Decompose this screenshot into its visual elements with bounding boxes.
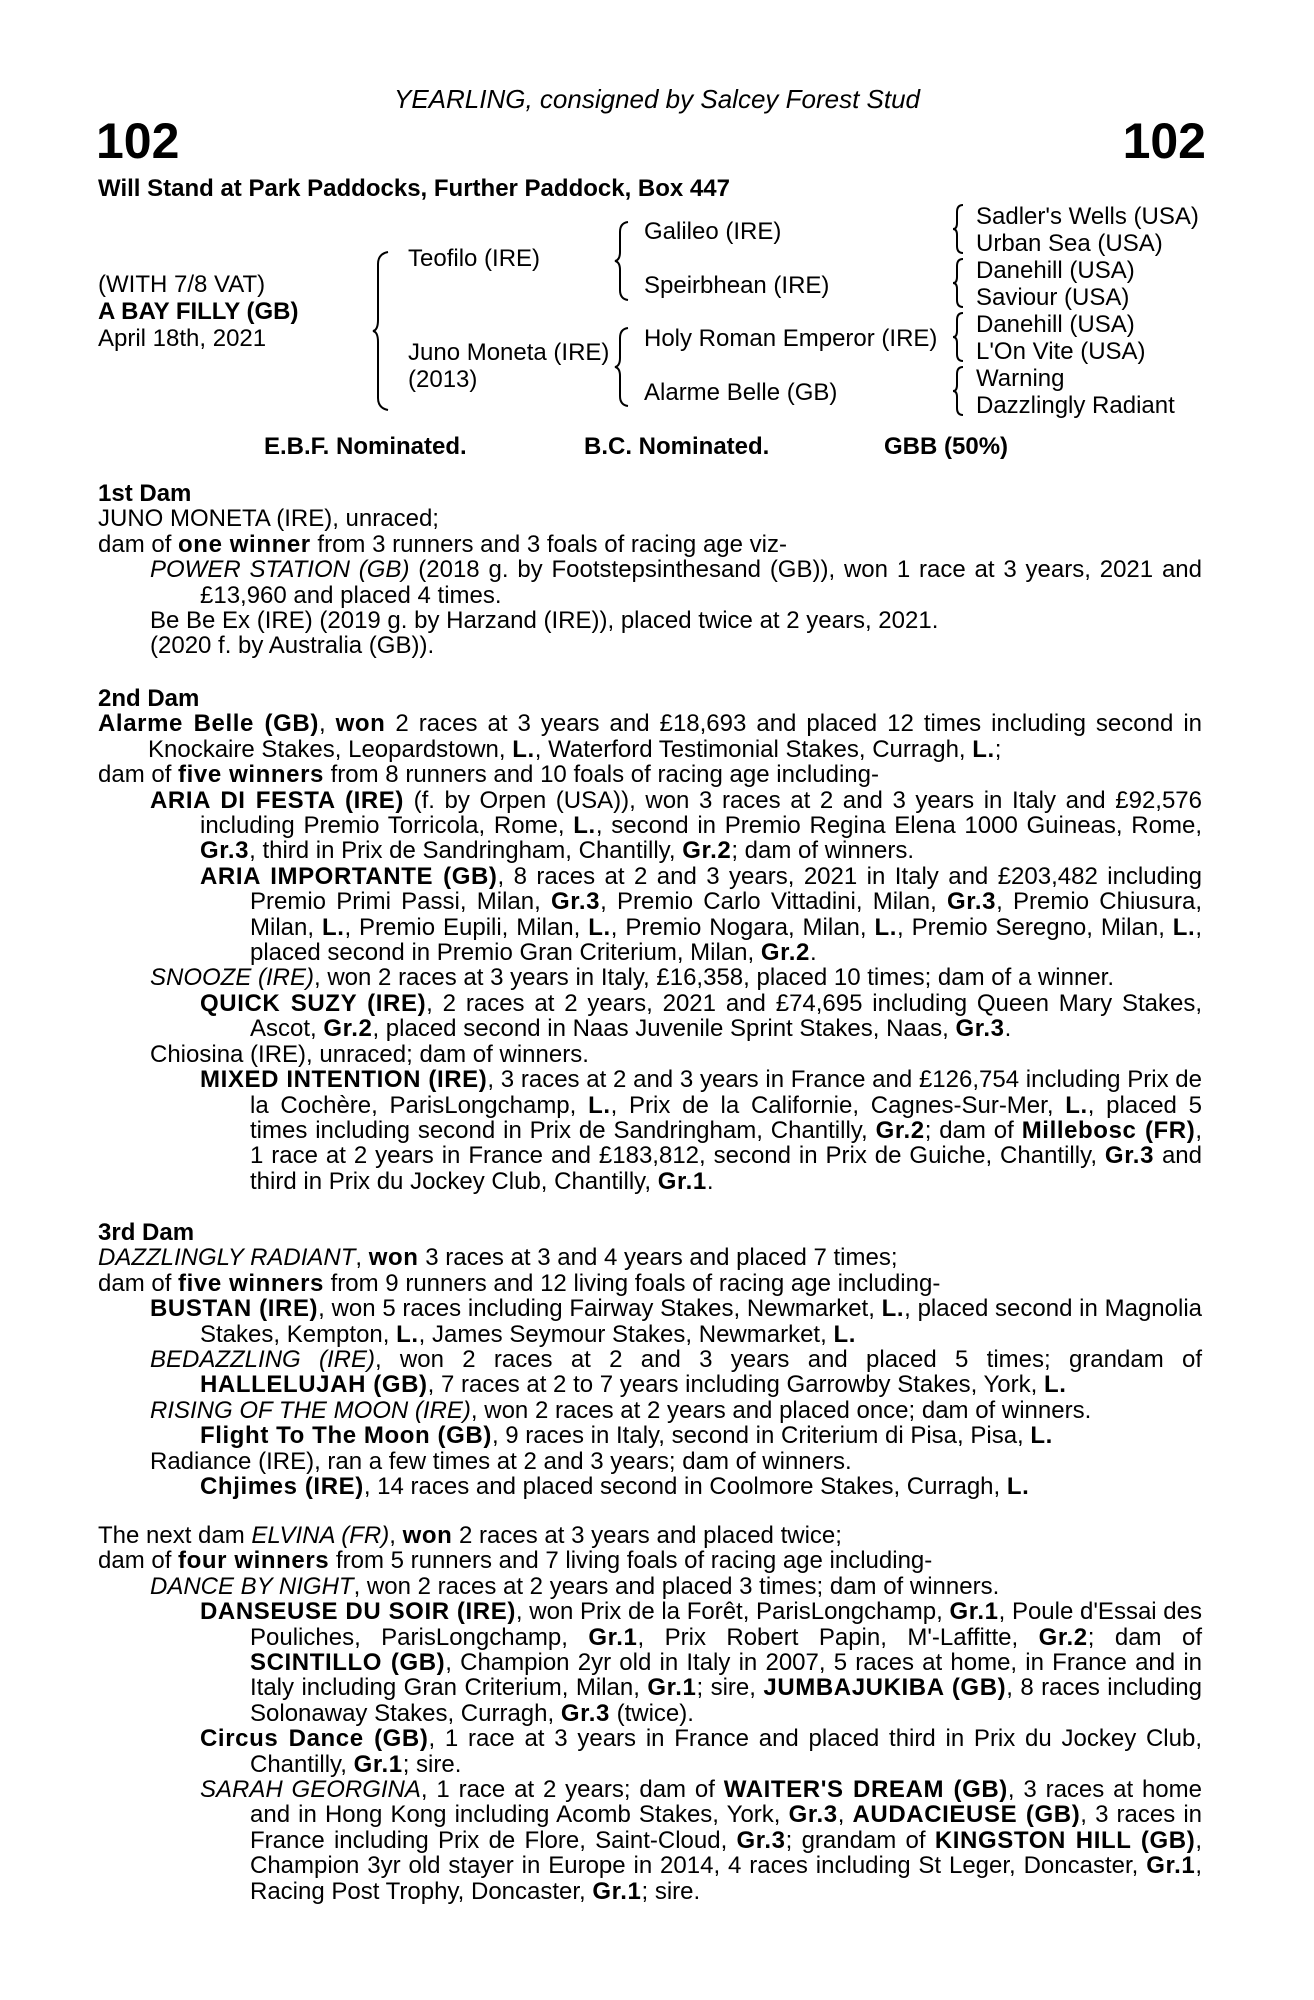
main-bracket	[372, 250, 392, 412]
offspring-entry: Chjimes (IRE), 14 races and placed second in Coolmore Stakes, Curragh, L.	[200, 1473, 1030, 1501]
lot-number-right: 102	[1122, 113, 1206, 169]
offspring-entry: Circus Dance (GB), 1 race at 3 years in France and placed third in Prix du Jockey Club, Chantilly, Gr.1; sire.	[200, 1725, 1202, 1778]
gg-7: Warning	[976, 365, 1065, 392]
offspring-entry: ARIA DI FESTA (IRE) (f. by Orpen (USA)), won 3 races at 2 and 3 years in Italy and £92,576 including Premio Torricola, Rome, L., second in Premio Regina Elena 1000 Guineas, Rome, Gr.3, third in Prix de Sandringham, Chantilly, Gr.2; dam of winners.	[150, 786, 1202, 865]
offspring-entry: HALLELUJAH (GB), 7 races at 2 to 7 years including Garrowby Stakes, York, L.	[200, 1371, 1067, 1399]
offspring-entry: DANSEUSE DU SOIR (IRE), won Prix de la Forêt, ParisLongchamp, Gr.1, Poule d'Essai des Pouliches, ParisLongchamp, Gr.1, Prix Robert Papin, M'-Laffitte, Gr.2; dam of SCINTILLO (GB), Champion 2yr old in Italy in 2007, 5 races at home, in France and in Italy including Gran Criterium, Milan, Gr.1; sire, JUMBAJUKIBA (GB), 8 races including Solonaway Stakes, Curragh, Gr.3 (twice).	[200, 1598, 1202, 1727]
gg-1: Sadler's Wells (USA)	[976, 203, 1199, 230]
gg-5: Danehill (USA)	[976, 311, 1135, 338]
first-dam-line: JUNO MONETA (IRE), unraced;	[98, 505, 439, 533]
dam-sire: Holy Roman Emperor (IRE)	[644, 325, 938, 352]
offspring-entry: Flight To The Moon (GB), 9 races in Italy, second in Criterium di Pisa, Pisa, L.	[200, 1422, 1053, 1450]
horse-name: A BAY FILLY (GB)	[98, 298, 299, 325]
sire-bracket	[614, 220, 632, 302]
second-dam-section	[98, 686, 1202, 1194]
third-dam-heading: 3rd Dam	[98, 1219, 195, 1246]
third-dam-section	[98, 1220, 1202, 1499]
offspring-entry: SARAH GEORGINA, 1 race at 2 years; dam of WAITER'S DREAM (GB), 3 races at home and in Hong Kong including Acomb Stakes, York, Gr.3, AUDACIEUSE (GB), 3 races in France including Prix de Flore, Saint-Cloud, Gr.3; grandam of KINGSTON HILL (GB), Champion 3yr old stayer in Europe in 2014, 4 races including St Leger, Doncaster, Gr.1, Racing Post Trophy, Doncaster, Gr.1; sire.	[200, 1776, 1203, 1905]
sire-dam: Speirbhean (IRE)	[644, 272, 830, 299]
gg-6: L'On Vite (USA)	[976, 338, 1146, 365]
first-dam-section	[98, 481, 1202, 659]
lot-number-left: 102	[96, 113, 180, 169]
first-dam-produce-line: dam of one winner from 3 runners and 3 foals of racing age viz-	[98, 530, 787, 558]
second-dam-produce-line: dam of five winners from 8 runners and 10 foals of racing age including-	[98, 761, 879, 789]
consignor-subtitle: YEARLING, consigned by Salcey Forest Stud	[393, 84, 921, 114]
third-dam-record: DAZZLINGLY RADIANT, won 3 races at 3 and 4 years and placed 7 times;	[98, 1244, 898, 1272]
next-dam-record: The next dam ELVINA (FR), won 2 races at 3 years and placed twice;	[98, 1522, 842, 1549]
gg-4: Saviour (USA)	[976, 284, 1130, 311]
offspring-entry: Be Be Ex (IRE) (2019 g. by Harzand (IRE)), placed twice at 2 years, 2021.	[150, 607, 939, 635]
gg-2: Urban Sea (USA)	[976, 230, 1163, 257]
second-dam-heading: 2nd Dam	[98, 685, 200, 712]
stand-location: Will Stand at Park Paddocks, Further Paddock, Box 447	[98, 175, 730, 202]
g-bracket-1	[952, 203, 966, 255]
offspring-entry: MIXED INTENTION (IRE), 3 races at 2 and 3 years in France and £126,754 including Prix de la Cochère, ParisLongchamp, L., Prix de la Californie, Cagnes-Sur-Mer, L., placed 5 times including second in Prix de Sandringham, Chantilly, Gr.2; dam of Millebosc (FR), 1 race at 2 years in France and £183,812, second in Prix de Guiche, Chantilly, Gr.3 and third in Prix du Jockey Club, Chantilly, Gr.1.	[200, 1066, 1203, 1195]
offspring-entry: BUSTAN (IRE), won 5 races including Fairway Stakes, Newmarket, L., placed second in Magnolia Stakes, Kempton, L., James Seymour Stakes, Newmarket, L.	[150, 1295, 1202, 1348]
g-bracket-3	[952, 311, 966, 363]
g-bracket-2	[952, 257, 966, 309]
gg-8: Dazzlingly Radiant	[976, 392, 1175, 419]
foaling-date: April 18th, 2021	[98, 325, 267, 352]
dam-year: (2013)	[408, 366, 478, 393]
sire: Teofilo (IRE)	[408, 245, 541, 272]
gg-3: Danehill (USA)	[976, 257, 1135, 284]
offspring-entry: SNOOZE (IRE), won 2 races at 3 years in Italy, £16,358, placed 10 times; dam of a winner.	[150, 964, 1115, 992]
offspring-entry: RISING OF THE MOON (IRE), won 2 races at 2 years and placed once; dam of winners.	[150, 1396, 1092, 1424]
offspring-entry: Radiance (IRE), ran a few times at 2 and 3 years; dam of winners.	[150, 1447, 852, 1475]
next-dam-section	[98, 1523, 1202, 1904]
first-dam-heading: 1st Dam	[98, 480, 192, 507]
vat-note: (WITH 7/8 VAT)	[98, 271, 266, 298]
dam-dam: Alarme Belle (GB)	[644, 379, 838, 406]
ebf-nomination: E.B.F. Nominated.	[264, 433, 467, 460]
sire-sire: Galileo (IRE)	[644, 218, 782, 245]
second-dam-record: Alarme Belle (GB), won 2 races at 3 years and £18,693 and placed 12 times including second in Knockaire Stakes, Leopardstown, L., Waterford Testimonial Stakes, Curragh, L.;	[98, 710, 1202, 763]
offspring-entry: DANCE BY NIGHT, won 2 races at 2 years and placed 3 times; dam of winners.	[150, 1572, 1000, 1600]
offspring-entry: ARIA IMPORTANTE (GB), 8 races at 2 and 3 years, 2021 in Italy and £203,482 including Premio Primi Passi, Milan, Gr.3, Premio Carlo Vittadini, Milan, Gr.3, Premio Chiusura, Milan, L., Premio Eupili, Milan, L., Premio Nogara, Milan, L., Premio Seregno, Milan, L., placed second in Premio Gran Criterium, Milan, Gr.2.	[200, 862, 1202, 967]
offspring-entry: (2020 f. by Australia (GB)).	[150, 632, 435, 660]
offspring-entry: BEDAZZLING (IRE), won 2 races at 2 and 3 years and placed 5 times; grandam of	[150, 1346, 1202, 1374]
gbb-note: GBB (50%)	[884, 433, 1009, 460]
dam-bracket	[614, 326, 632, 408]
third-dam-produce-line: dam of five winners from 9 runners and 12 living foals of racing age including-	[98, 1269, 941, 1297]
offspring-entry: POWER STATION (GB) (2018 g. by Footstepsinthesand (GB)), won 1 race at 3 years, 2021 and £13,960 and placed 4 times.	[150, 556, 1203, 609]
g-bracket-4	[952, 365, 966, 417]
next-dam-produce-line: dam of four winners from 5 runners and 7 living foals of racing age including-	[98, 1547, 933, 1575]
offspring-entry: QUICK SUZY (IRE), 2 races at 2 years, 2021 and £74,695 including Queen Mary Stakes, Ascot, Gr.2, placed second in Naas Juvenile Sprint Stakes, Naas, Gr.3.	[200, 989, 1202, 1043]
offspring-entry: Chiosina (IRE), unraced; dam of winners.	[150, 1040, 589, 1068]
bc-nomination: B.C. Nominated.	[584, 433, 770, 460]
dam: Juno Moneta (IRE)	[408, 339, 610, 366]
